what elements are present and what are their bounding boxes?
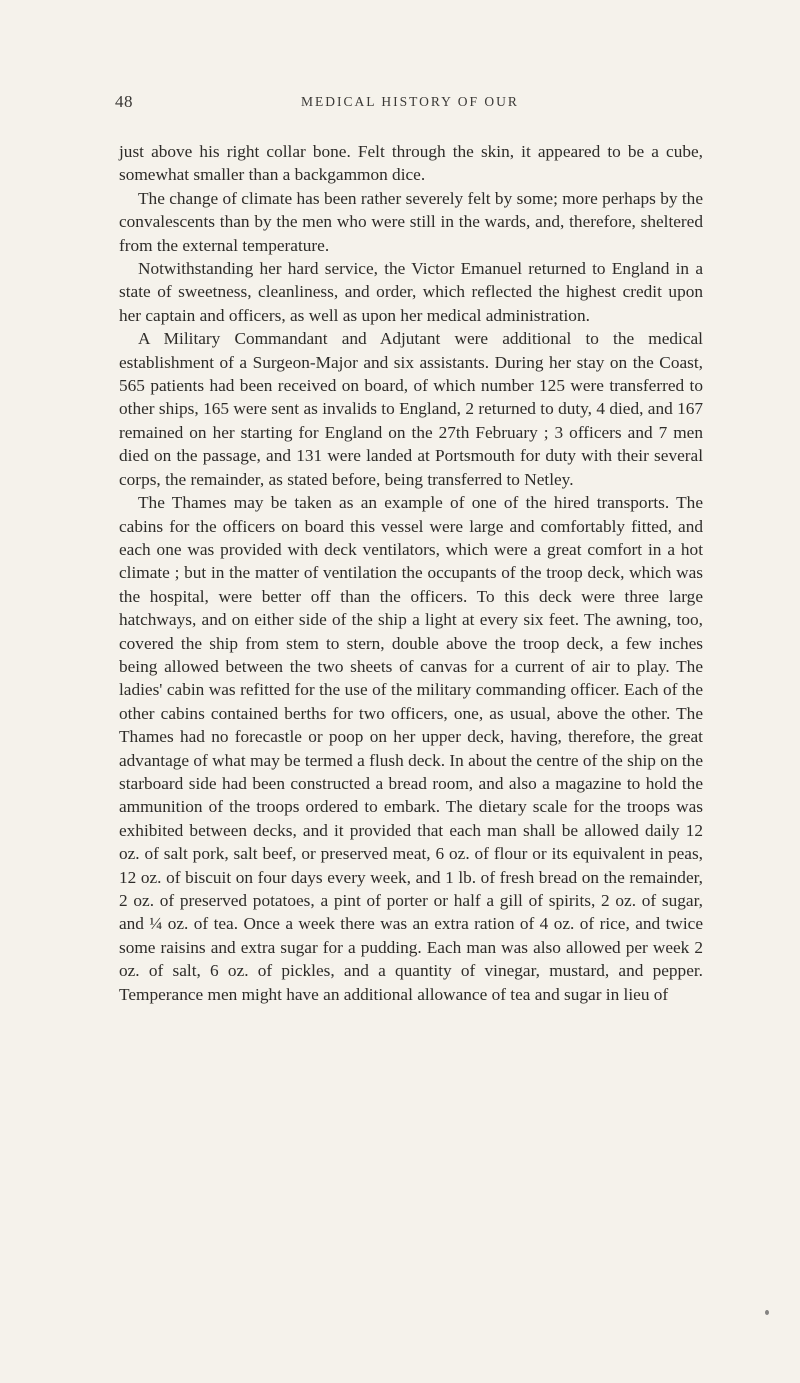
paragraph: The Thames may be taken as an example of one of the hired transports. The cabins for the officers on board this vessel were large and comfortably fitted, and each one was provided with deck ventilators, which were a great comfort in a hot climate ; but in the matter of ventilation the occupants of the troop deck, which was the hospital, were better off than the officers. To this deck were three large hatchways, and on either side of the ship a light at every six feet. The awning, too, covered the ship from stem to stern, double above the troop deck, a few inches being allowed between the two sheets of canvas for a current of air to play. The ladies' cabin was refitted for the use of the military commanding officer. Each of the other cabins contained berths for two officers, one, as usual, above the other. The Thames had no forecastle or poop on her upper deck, having, therefore, the great advantage of what may be termed a flush deck. In about the centre of the ship on the starboard side had been constructed a bread room, and also a magazine to hold the ammunition of the troops ordered to embark. The dietary scale for the troops was exhibited between decks, and it provided that each man shall be allowed daily 12 oz. of salt pork, salt beef, or preserved meat, 6 oz. of flour or its equivalent in peas, 12 oz. of biscuit on four days every week, and 1 lb. of fresh bread on the remainder, 2 oz. of preserved potatoes, a pint of porter or half a gill of spirits, 2 oz. of sugar, and ¼ oz. of tea. Once a week there was an extra ration of 4 oz. of rice, and twice some raisins and extra sugar for a pudding. Each man was also allowed per week 2 oz. of salt, 6 oz. of pickles, and a quantity of vinegar, mustard, and pepper. Temperance men might have an additional allowance of tea and sugar in lieu of [119, 493, 703, 1004]
paragraph: Notwithstanding her hard service, the Victor Emanuel returned to England in a state of sweetness, cleanliness, and order, which reflected the highest credit upon her captain and officers, as well as upon her medical administration. [119, 259, 703, 325]
body-text [119, 140, 703, 1006]
print-speck [765, 1310, 769, 1315]
paragraph-continued: just above his right collar bone. Felt through the skin, it appeared to be a cube, somewhat smaller than a backgammon dice. [119, 142, 703, 185]
paragraph: A Military Commandant and Adjutant were additional to the medical establishment of a Surgeon-Major and six assistants. During her stay on the Coast, 565 patients had been received on board, of which number 125 were transferred to other ships, 165 were sent as invalids to England, 2 returned to duty, 4 died, and 167 remained on her starting for England on the 27th February ; 3 officers and 7 men died on the passage, and 131 were landed at Portsmouth for duty with their several corps, the remainder, as stated before, being transferred to Netley. [119, 329, 703, 489]
running-head: MEDICAL HISTORY OF OUR [301, 94, 519, 109]
paragraph: The change of climate has been rather severely felt by some; more perhaps by the convalescents than by the men who were still in the wards, and, therefore, sheltered from the external temperature. [119, 188, 703, 255]
page-number: 48 [115, 92, 133, 111]
page-header [115, 92, 705, 122]
